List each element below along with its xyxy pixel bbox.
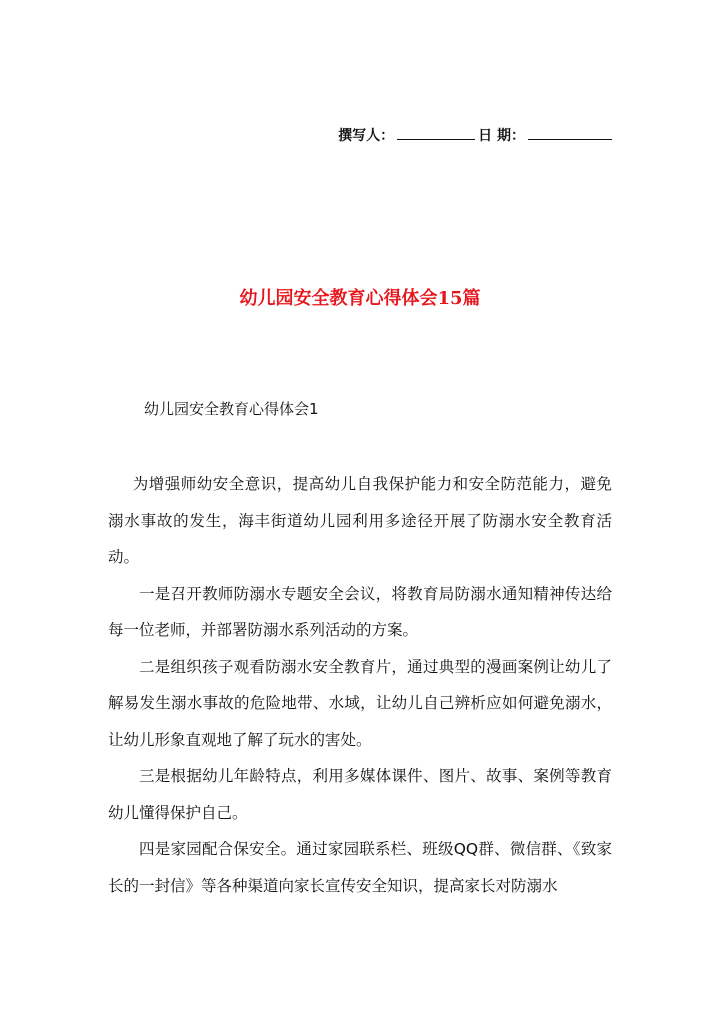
author-label: 撰写人：	[338, 128, 395, 144]
paragraph-1: 为增强师幼安全意识，提高幼儿自我保护能力和安全防范能力，避免溺水事故的发生，海丰街道幼儿园利用多途径开展了防溺水安全教育活动。	[108, 475, 612, 566]
document-body	[108, 466, 612, 904]
paragraph-2: 一是召开教师防溺水专题安全会议，将教育局防溺水通知精神传达给每一位老师，并部署防溺水系列活动的方案。	[108, 584, 612, 639]
author-blank-line	[397, 127, 475, 140]
paragraph-4: 三是根据幼儿年龄特点，利用多媒体课件、图片、故事、案例等教育幼儿懂得保护自己。	[108, 767, 612, 822]
section-subheading: 幼儿园安全教育心得体会1	[144, 400, 319, 418]
date-label: 日 期：	[478, 128, 525, 144]
paragraph-5: 四是家园配合保安全。通过家园联系栏、班级QQ群、微信群、《致家长的一封信》等各种渠道向家长宣传安全知识，提高家长对防溺水	[108, 840, 612, 895]
date-blank-line	[528, 127, 612, 140]
document-header	[338, 125, 612, 145]
paragraph-3: 二是组织孩子观看防溺水安全教育片，通过典型的漫画案例让幼儿了解易发生溺水事故的危险地带、水域，让幼儿自己辨析应如何避免溺水，让幼儿形象直观地了解了玩水的害处。	[108, 657, 612, 749]
document-title: 幼儿园安全教育心得体会15篇	[239, 288, 481, 309]
